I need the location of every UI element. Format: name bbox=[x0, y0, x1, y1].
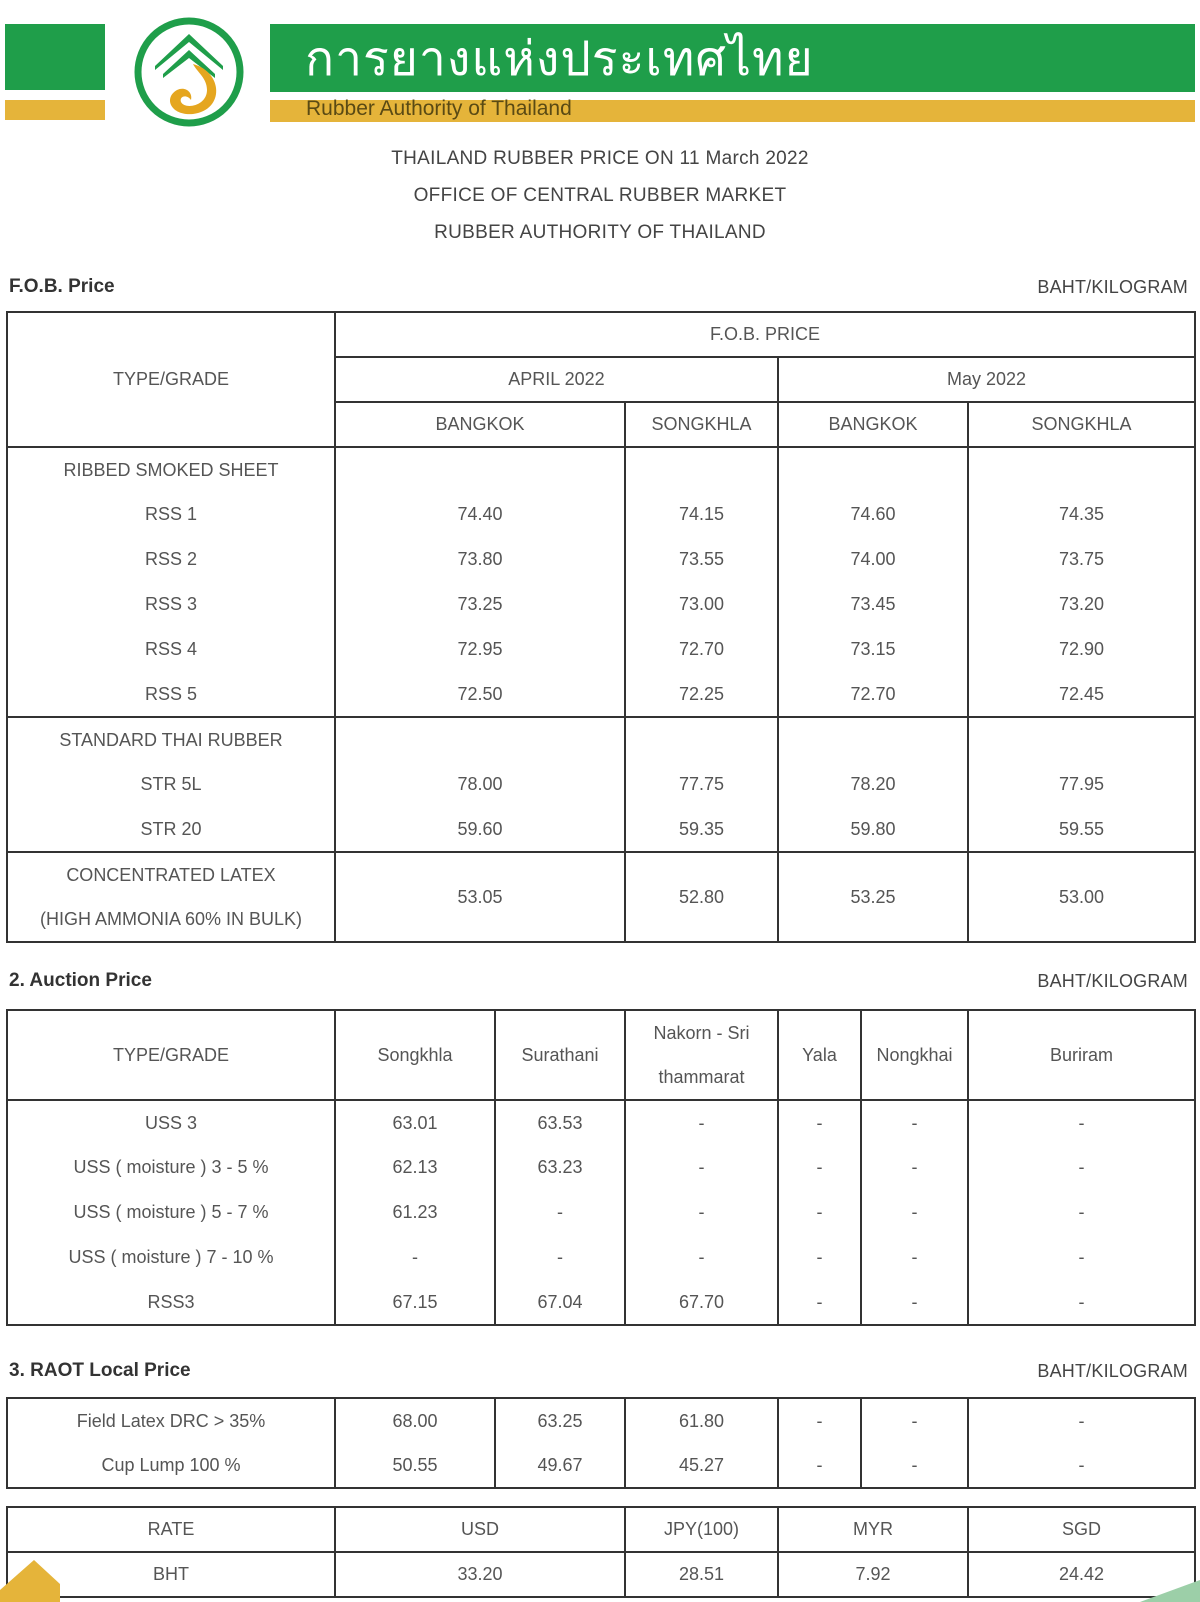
auction-section-title: 2. Auction Price bbox=[9, 970, 152, 991]
local-price-value: - bbox=[861, 1443, 968, 1488]
auction-grade: USS ( moisture ) 3 - 5 % bbox=[73, 1157, 269, 1177]
auction-market-header: Surathani bbox=[495, 1010, 625, 1100]
table-row bbox=[7, 627, 1195, 672]
auction-market-header: Songkhla bbox=[335, 1010, 495, 1100]
fob-group-name: RIBBED SMOKED SHEET bbox=[63, 459, 279, 480]
fob-port-header: BANGKOK bbox=[335, 402, 625, 447]
fob-port-header: SONGKHLA bbox=[625, 402, 778, 447]
auction-grade: RSS3 bbox=[147, 1291, 195, 1312]
fob-price-value: 73.20 bbox=[968, 582, 1195, 627]
rate-value: 24.42 bbox=[968, 1552, 1195, 1597]
local-grade: Field Latex DRC > 35% bbox=[76, 1410, 266, 1431]
fob-price-value: 53.00 bbox=[968, 852, 1195, 942]
local-price-value: - bbox=[778, 1443, 861, 1488]
auction-price-value: - bbox=[778, 1280, 861, 1325]
auction-price-value: - bbox=[861, 1235, 968, 1280]
auction-price-value: 67.04 bbox=[495, 1280, 625, 1325]
fob-grade: STR 5L bbox=[140, 774, 202, 794]
auction-price-value: - bbox=[968, 1145, 1195, 1190]
fob-price-value: 72.70 bbox=[778, 672, 968, 717]
auction-grade: USS ( moisture ) 5 - 7 % bbox=[73, 1202, 269, 1222]
fob-group-name: STANDARD THAI RUBBER bbox=[59, 729, 283, 750]
fob-empty-cell bbox=[778, 717, 968, 762]
decorative-corner-gold bbox=[0, 1560, 60, 1602]
fob-grade: RSS 2 bbox=[144, 549, 198, 569]
currency-header: MYR bbox=[778, 1507, 968, 1552]
auction-price-value: - bbox=[625, 1100, 778, 1145]
auction-price-value: - bbox=[861, 1190, 968, 1235]
rubber-authority-logo bbox=[133, 14, 245, 130]
fob-unit: BAHT/KILOGRAM bbox=[1037, 277, 1188, 297]
table-row bbox=[7, 807, 1195, 852]
fob-price-value: 74.00 bbox=[778, 537, 968, 582]
auction-unit: BAHT/KILOGRAM bbox=[1037, 971, 1188, 991]
auction-price-value: - bbox=[968, 1190, 1195, 1235]
fob-empty-cell bbox=[625, 447, 778, 492]
auction-price-value: 63.23 bbox=[495, 1145, 625, 1190]
fob-grade: RSS 4 bbox=[144, 639, 198, 659]
exchange-rate-table bbox=[6, 1506, 1196, 1598]
fob-price-value: 72.70 bbox=[625, 627, 778, 672]
auction-price-table bbox=[6, 1009, 1196, 1326]
fob-price-value: 73.75 bbox=[968, 537, 1195, 582]
auction-price-value: 67.15 bbox=[335, 1280, 495, 1325]
fob-price-value: 74.40 bbox=[335, 492, 625, 537]
local-price-value: 45.27 bbox=[625, 1443, 778, 1488]
fob-grade: STR 20 bbox=[7, 807, 335, 852]
fob-empty-cell bbox=[778, 447, 968, 492]
rate-value: 28.51 bbox=[625, 1552, 778, 1597]
auction-price-value: - bbox=[778, 1235, 861, 1280]
fob-empty-cell bbox=[968, 447, 1195, 492]
fob-price-value: 59.80 bbox=[778, 807, 968, 852]
auction-price-value: - bbox=[625, 1145, 778, 1190]
fob-price-value: 73.15 bbox=[778, 627, 968, 672]
table-row bbox=[7, 492, 1195, 537]
fob-grade: RSS 3 bbox=[144, 594, 198, 614]
table-row bbox=[7, 582, 1195, 627]
local-price-value: 68.00 bbox=[335, 1398, 495, 1443]
auction-price-value: - bbox=[861, 1280, 968, 1325]
rate-base-currency: BHT bbox=[153, 1564, 189, 1584]
local-price-value: 49.67 bbox=[495, 1443, 625, 1488]
fob-price-value: 74.35 bbox=[968, 492, 1195, 537]
fob-price-value: 72.90 bbox=[968, 627, 1195, 672]
table-row bbox=[7, 1280, 1195, 1325]
fob-price-value: 59.55 bbox=[968, 807, 1195, 852]
table-row bbox=[7, 537, 1195, 582]
fob-price-value: 77.75 bbox=[625, 762, 778, 807]
auction-price-value: - bbox=[968, 1100, 1195, 1145]
auction-price-value: - bbox=[495, 1190, 625, 1235]
auction-grade: USS ( moisture ) 7 - 10 % bbox=[68, 1247, 274, 1267]
fob-price-value: 72.50 bbox=[335, 672, 625, 717]
fob-price-table bbox=[6, 311, 1196, 943]
fob-latex-name: CONCENTRATED LATEX bbox=[66, 864, 276, 885]
local-price-value: - bbox=[861, 1398, 968, 1443]
auction-price-value: - bbox=[968, 1235, 1195, 1280]
decorative-corner-green bbox=[1140, 1580, 1200, 1602]
local-unit: BAHT/KILOGRAM bbox=[1037, 1361, 1188, 1381]
auction-price-value: - bbox=[625, 1190, 778, 1235]
fob-empty-cell bbox=[968, 717, 1195, 762]
auction-price-value: - bbox=[335, 1235, 495, 1280]
report-title: THAILAND RUBBER PRICE ON 11 March 2022 bbox=[391, 148, 809, 169]
table-row bbox=[7, 852, 1195, 897]
auction-market-header: Yala bbox=[778, 1010, 861, 1100]
fob-empty-cell bbox=[335, 447, 625, 492]
fob-month-header: APRIL 2022 bbox=[335, 357, 778, 402]
table-row bbox=[7, 1443, 1195, 1488]
auction-price-value: 63.53 bbox=[495, 1100, 625, 1145]
fob-price-value: 78.20 bbox=[778, 762, 968, 807]
table-row bbox=[7, 1145, 1195, 1190]
auction-price-value: 61.23 bbox=[335, 1190, 495, 1235]
auction-price-value: 62.13 bbox=[335, 1145, 495, 1190]
fob-price-value: 52.80 bbox=[625, 852, 778, 942]
local-price-value: - bbox=[968, 1398, 1195, 1443]
auction-price-value: - bbox=[778, 1100, 861, 1145]
rate-label: RATE bbox=[7, 1507, 335, 1552]
local-grade: Cup Lump 100 % bbox=[101, 1454, 241, 1475]
fob-price-value: 73.45 bbox=[778, 582, 968, 627]
fob-price-value: 72.45 bbox=[968, 672, 1195, 717]
auction-price-value: - bbox=[778, 1190, 861, 1235]
auction-market-header: Nakorn - Sri thammarat bbox=[625, 1010, 778, 1100]
auction-price-value: - bbox=[968, 1280, 1195, 1325]
local-price-value: - bbox=[778, 1398, 861, 1443]
table-row bbox=[7, 1235, 1195, 1280]
fob-month-header: May 2022 bbox=[778, 357, 1195, 402]
auction-price-value: - bbox=[778, 1145, 861, 1190]
rate-value: 7.92 bbox=[778, 1552, 968, 1597]
fob-price-value: 73.25 bbox=[335, 582, 625, 627]
auction-type-grade-header: TYPE/GRADE bbox=[112, 1044, 230, 1065]
table-row bbox=[7, 762, 1195, 807]
auction-market-header: Nongkhai bbox=[861, 1010, 968, 1100]
header-gold-block-left bbox=[5, 100, 105, 120]
currency-header: JPY(100) bbox=[625, 1507, 778, 1552]
currency-header: USD bbox=[335, 1507, 625, 1552]
local-price-table bbox=[6, 1397, 1196, 1489]
local-section-title: 3. RAOT Local Price bbox=[9, 1360, 191, 1381]
rate-value: 33.20 bbox=[335, 1552, 625, 1597]
fob-grade: RSS 5 bbox=[7, 672, 335, 717]
fob-price-value: 78.00 bbox=[335, 762, 625, 807]
auction-price-value: - bbox=[625, 1235, 778, 1280]
header-green-block-left bbox=[5, 24, 105, 90]
fob-price-value: 73.55 bbox=[625, 537, 778, 582]
local-price-value: 50.55 bbox=[335, 1443, 495, 1488]
table-row bbox=[7, 1190, 1195, 1235]
auction-price-value: 63.01 bbox=[335, 1100, 495, 1145]
fob-price-value: 74.15 bbox=[625, 492, 778, 537]
auction-grade: USS 3 bbox=[144, 1112, 198, 1133]
fob-type-grade-header: TYPE/GRADE bbox=[7, 312, 335, 447]
fob-price-value: 53.05 bbox=[335, 852, 625, 942]
fob-latex-spec: (HIGH AMMONIA 60% IN BULK) bbox=[39, 908, 303, 929]
report-authority: RUBBER AUTHORITY OF THAILAND bbox=[434, 222, 766, 243]
auction-price-value: - bbox=[861, 1100, 968, 1145]
table-row bbox=[7, 1100, 1195, 1145]
local-price-value: 61.80 bbox=[625, 1398, 778, 1443]
local-price-value: - bbox=[968, 1443, 1195, 1488]
org-name-english: Rubber Authority of Thailand bbox=[306, 97, 572, 120]
fob-price-value: 53.25 bbox=[778, 852, 968, 942]
auction-price-value: - bbox=[495, 1235, 625, 1280]
fob-price-value: 72.95 bbox=[335, 627, 625, 672]
fob-section-title: F.O.B. Price bbox=[9, 276, 115, 297]
table-row bbox=[7, 1398, 1195, 1443]
local-price-value: 63.25 bbox=[495, 1398, 625, 1443]
report-office: OFFICE OF CENTRAL RUBBER MARKET bbox=[413, 185, 787, 206]
auction-price-value: 67.70 bbox=[625, 1280, 778, 1325]
currency-header: SGD bbox=[968, 1507, 1195, 1552]
fob-price-value: 74.60 bbox=[778, 492, 968, 537]
fob-port-header: BANGKOK bbox=[778, 402, 968, 447]
fob-price-header: F.O.B. PRICE bbox=[335, 312, 1195, 357]
fob-grade: RSS 1 bbox=[144, 504, 198, 524]
auction-price-value: - bbox=[861, 1145, 968, 1190]
org-name-thai: การยางแห่งประเทศไทย bbox=[305, 31, 814, 87]
table-row bbox=[7, 717, 1195, 762]
fob-empty-cell bbox=[335, 717, 625, 762]
table-row bbox=[7, 672, 1195, 717]
auction-market-header: Buriram bbox=[968, 1010, 1195, 1100]
fob-empty-cell bbox=[625, 717, 778, 762]
fob-price-value: 59.35 bbox=[625, 807, 778, 852]
fob-price-value: 73.80 bbox=[335, 537, 625, 582]
fob-price-value: 59.60 bbox=[335, 807, 625, 852]
fob-price-value: 72.25 bbox=[625, 672, 778, 717]
fob-price-value: 73.00 bbox=[625, 582, 778, 627]
fob-price-value: 77.95 bbox=[968, 762, 1195, 807]
fob-port-header: SONGKHLA bbox=[968, 402, 1195, 447]
table-row bbox=[7, 447, 1195, 492]
